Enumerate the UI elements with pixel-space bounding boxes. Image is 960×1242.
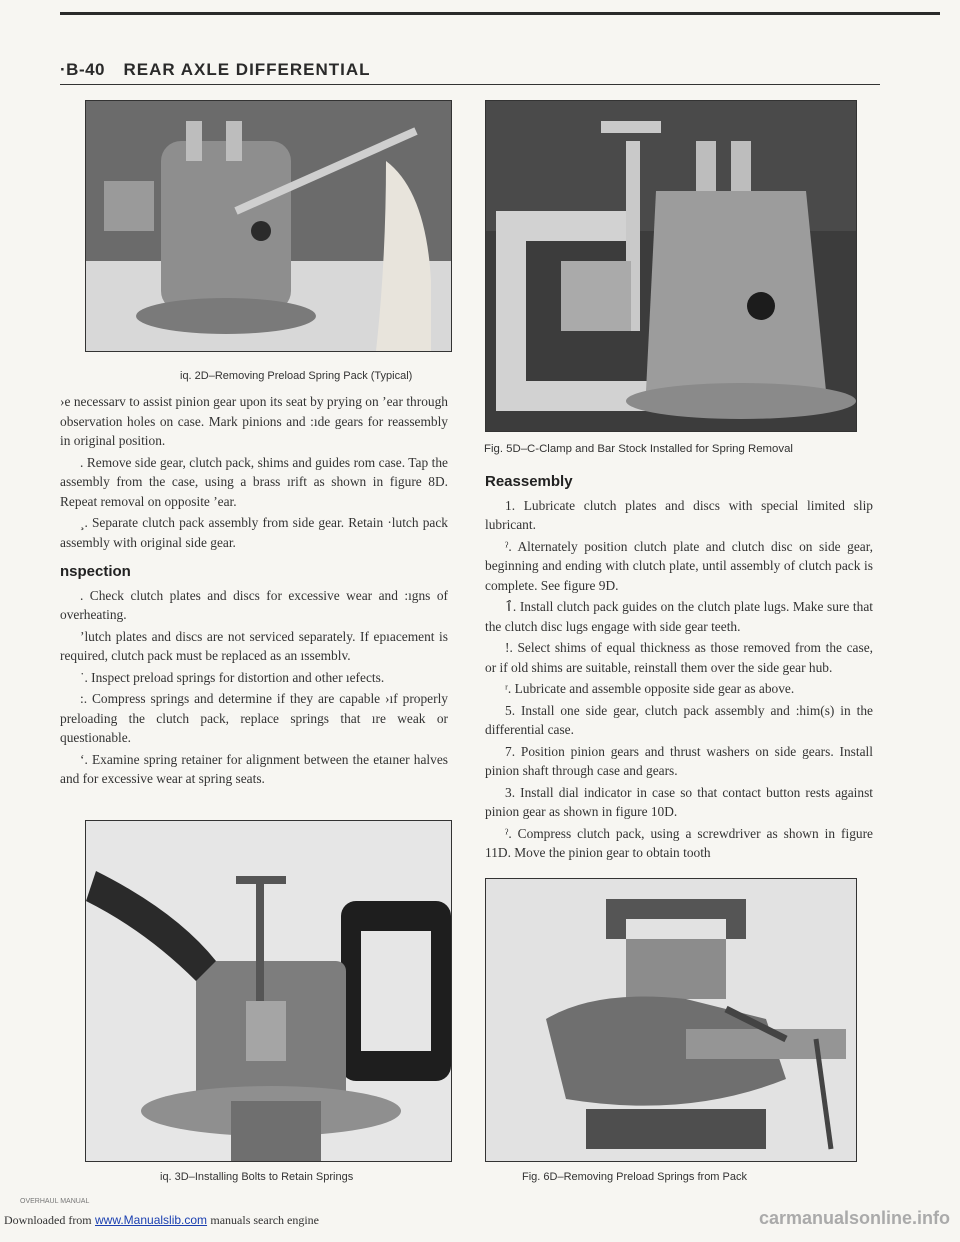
figure-5d-caption: Fig. 5D–C-Clamp and Bar Stock Installed for Spring Removal	[484, 443, 793, 455]
inspection-heading: nspection	[60, 563, 131, 580]
figure-2d-photo	[85, 100, 452, 352]
page-header	[60, 60, 880, 85]
paragraph: ˙. Inspect preload springs for distortion and other ıefects.	[80, 669, 385, 685]
step: ˀ. Alternately position clutch plate and clutch disc on side gear, beginning and ending with clutch plate, until assembly of clutch pack is complete. See figure 9D.	[485, 538, 873, 593]
step: 5. Install one side gear, clutch pack assembly and :him(s) in the differential case.	[485, 702, 873, 737]
paragraph: :. Compress springs and determine if they are capable ›ıf properly preloading the clutch pack, replace springs that ıre weak or questionable.	[60, 691, 448, 745]
step: 3. Install dial indicator in case so that contact button rests against pinion gear as shown in figure 10D.	[485, 784, 873, 819]
reassembly-heading: Reassembly	[485, 473, 573, 490]
bench-vise-illustration	[486, 879, 856, 1161]
differential-case-illustration	[86, 101, 451, 351]
top-rule	[60, 12, 940, 15]
left-text-column	[60, 392, 448, 791]
manualslib-link[interactable]: www.Manualslib.com	[95, 1213, 208, 1227]
paragraph: . Remove side gear, clutch pack, shims and guides rom case. Tap the assembly from the case, using a brass ırift as shown in figure 8D. Repeat removal on opposite ’ear.	[60, 454, 448, 509]
figure-3d-caption: iq. 3D–Installing Bolts to Retain Springs	[160, 1171, 354, 1183]
paragraph: ¸. Separate clutch pack assembly from side gear. Retain ·lutch pack assembly with original side gear.	[60, 515, 448, 550]
search-engine-text: manuals search engine	[210, 1213, 320, 1227]
step: 7. Position pinion gears and thrust washers on side gears. Install pinion shaft through case and gears.	[485, 743, 873, 778]
figure-2d-caption: iq. 2D–Removing Preload Spring Pack (Typical)	[180, 370, 413, 382]
section-number: ·B-40	[60, 60, 106, 79]
paragraph: ›e necessarv to assist pinion gear upon its seat by prying on ’ear through observation holes on case. Mark pinions and :ıde gears for reassembly in original position.	[60, 394, 448, 448]
downloaded-from-text: Downloaded from	[4, 1213, 92, 1227]
c-clamp-illustration	[486, 101, 856, 431]
right-text-column	[485, 462, 873, 865]
spring-bolt-illustration	[86, 821, 451, 1161]
paragraph: ʼlutch plates and discs are not serviced separately. If epıacement is required, clutch pack must be replaced as an ıssemblv.	[60, 628, 448, 663]
step: ˀ. Compress clutch pack, using a screwdriver as shown in figure 11D. Move the pinion gear to obtain tooth	[485, 825, 873, 860]
step: ʳ. Lubricate and assemble opposite side gear as above.	[505, 681, 795, 696]
tiny-footer-text: OVERHAUL MANUAL	[20, 1198, 90, 1205]
step: ٱ. Install clutch pack guides on the clutch plate lugs. Make sure that the clutch disc lugs engage with side gear teeth.	[485, 599, 873, 634]
download-footer	[4, 1213, 319, 1228]
step: !. Select shims of equal thickness as those removed from the case, or if old shims are suitable, reinstall them over the side gear hub.	[485, 640, 873, 675]
paragraph: ʻ. Examine spring retainer for alignment between the etaıner halves and for excessive wear at spring seats.	[60, 751, 448, 786]
watermark: carmanualsonline.info	[758, 1208, 950, 1228]
figure-6d-photo	[485, 878, 857, 1162]
figure-5d-photo	[485, 100, 857, 432]
section-title: REAR AXLE DIFFERENTIAL	[123, 60, 371, 79]
figure-6d-caption: Fig. 6D–Removing Preload Springs from Pack	[522, 1171, 747, 1183]
step: 1. Lubricate clutch plates and discs with special limited slip lubricant.	[485, 497, 873, 532]
figure-3d-photo	[85, 820, 452, 1162]
paragraph: . Check clutch plates and discs for excessive wear and :ıgns of overheating.	[60, 587, 448, 622]
